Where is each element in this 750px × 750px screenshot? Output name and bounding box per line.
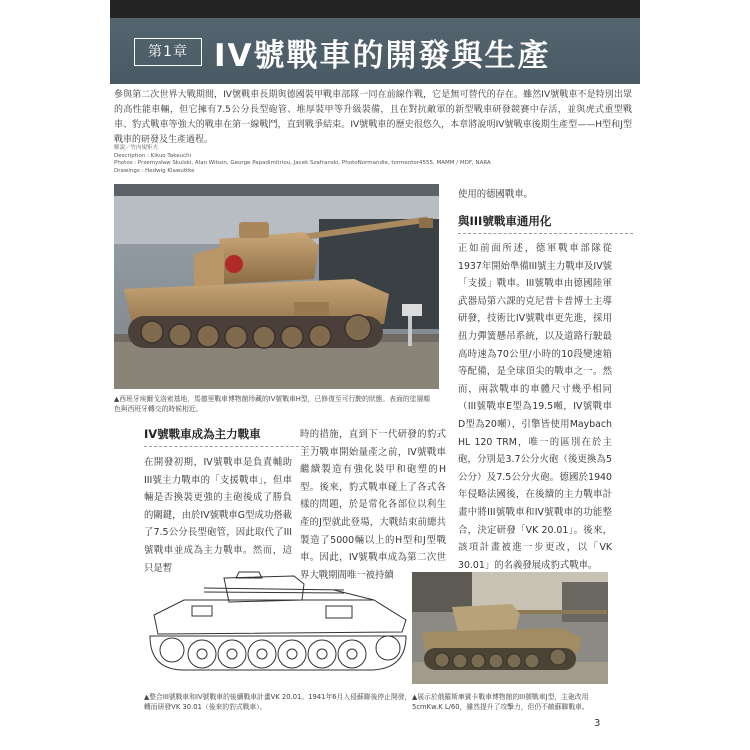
- credit-line: 解說／竹內規矩夫: [114, 145, 159, 151]
- drawing-caption: ▲整合III號戰車和IV號戰車的後續戰車計畫VK 20.01。1941年6月入侵蘇聯後停止開發，轉而研發VK 30.01（後來的豹式戰車）。: [144, 693, 412, 711]
- book-page: [110, 0, 640, 750]
- section-heading-main-tank: IV號戰車成為主力戰車: [144, 427, 261, 441]
- photo2-caption: ▲展示於俄羅斯庫賓卡戰車博物館的III號戰車J型，主砲改用5cmKw.K L/60，雖然提升了攻擊力，但仍不敵蘇聯戰車。: [412, 693, 589, 711]
- page-number: 3: [594, 718, 601, 729]
- tank-photo-graphic: [114, 184, 439, 389]
- intro-paragraph: 參與第二次世界大戰期間，IV號戰車長期與德國裝甲戰車部隊一同在前線作戰，它是無可替代的存在。雖然IV號戰車不是特別出眾的高性能車輛，但它擁有7.5公分長型砲管、堆厚裝甲等升級裝備，且在對抗敵軍的新型戰車研發競賽中存活，並與虎式重型戰車、豹式戰車等強大的戰車在第一線戰鬥，直到戰爭結束。IV號戰車的歷史很悠久，本章將說明IV號戰車後期生產型——H型和J型戰車的研發及生產過程。: [114, 90, 632, 145]
- panzer-iv-h-museum-photo: [114, 184, 439, 389]
- section1-column-b: 時的措施，直到下一代研發的豹式主力戰車開始量產之前，IV號戰車繼續製造有強化裝甲和砲塑的H型。後來，豹式戰車碰上了各式各樣的問題，於是常化各部位以利生產的J型就此登場，大戰結束前總共製造了5000輛以上的H型和J型戰車。因此，IV號戰車成為第二次世界大戰期間唯一被持續: [300, 429, 446, 581]
- credits: [114, 145, 514, 175]
- section-heading-standardization: 與III號戰車通用化: [458, 214, 552, 228]
- tank-photo-2-graphic: [412, 572, 608, 684]
- section1-column-a: 在開發初期，IV號戰車是負責輔助III號主力戰車的「支援戰車」，但車輛是否換裝更強的主砲後成了勝負的關鍵，由於IV號戰車G型成功搭載了7.5公分長型砲管，因此取代了III號戰車並成為主力戰車。然而，這只是暫: [144, 457, 292, 574]
- credit-line: Description : Kikuo Takeuchi: [114, 152, 192, 159]
- photo1-caption: ▲西班牙埃爾戈洛索基地，馬德里戰車博物館珍藏的IV號戰車H型，已修復至可行駛的狀態。表面的塗層顏色與西班牙轉交的時候相近。: [114, 395, 431, 413]
- credit-line: Drawings : Hedwig Klawuttke: [114, 167, 195, 174]
- top-strip: [110, 0, 640, 18]
- chapter-label: 第1章: [134, 38, 202, 66]
- panzer-iii-j-photo: [412, 572, 608, 684]
- credit-line: Photos : Przemysław Skulski, Alan Wilson, George Papadimitriou, Jacek Szafranski, PhotoNormandie, tormentor4555, MAMM / MDF, NARA: [114, 160, 491, 166]
- section2-column: 正如前面所述，德軍戰車部隊從1937年開始準備III號主力戰車及IV號「支援」戰車。III號戰車由德國陸軍武器局第六課的克尼普卡普博士主導研發，技術比IV號戰車更先進，採用扭力彈簧懸吊系統，以及道路行駛最高時速為70公里/小時的10段變速箱等配備，是全球頂尖的戰車之一。然而，兩款戰車的車體尺寸幾乎相同（III號戰車E型為19.5噸，IV號戰車D型為20噸），引擎皆使用Maybach HL 120 TRM，唯一的區別在於主砲，分別是3.7公分火砲（後更換為5公分）及7.5公分火砲。德國於1940年侵略法國後，在後續的主力戰車計畫中將III號戰車和IV號戰車的功能整合，決定研發「VK 20.01」。後來，該項計畫被進一步更改，以「VK 30.01」的名義發展成豹式戰車。: [458, 243, 612, 571]
- vk-2001-line-drawing: [144, 570, 414, 682]
- tank-drawing-graphic: [144, 570, 414, 682]
- chapter-header: [110, 18, 640, 84]
- right-column-top: 使用的德國戰車。: [458, 189, 534, 200]
- chapter-title: IV號戰車的開發與生產: [214, 38, 551, 74]
